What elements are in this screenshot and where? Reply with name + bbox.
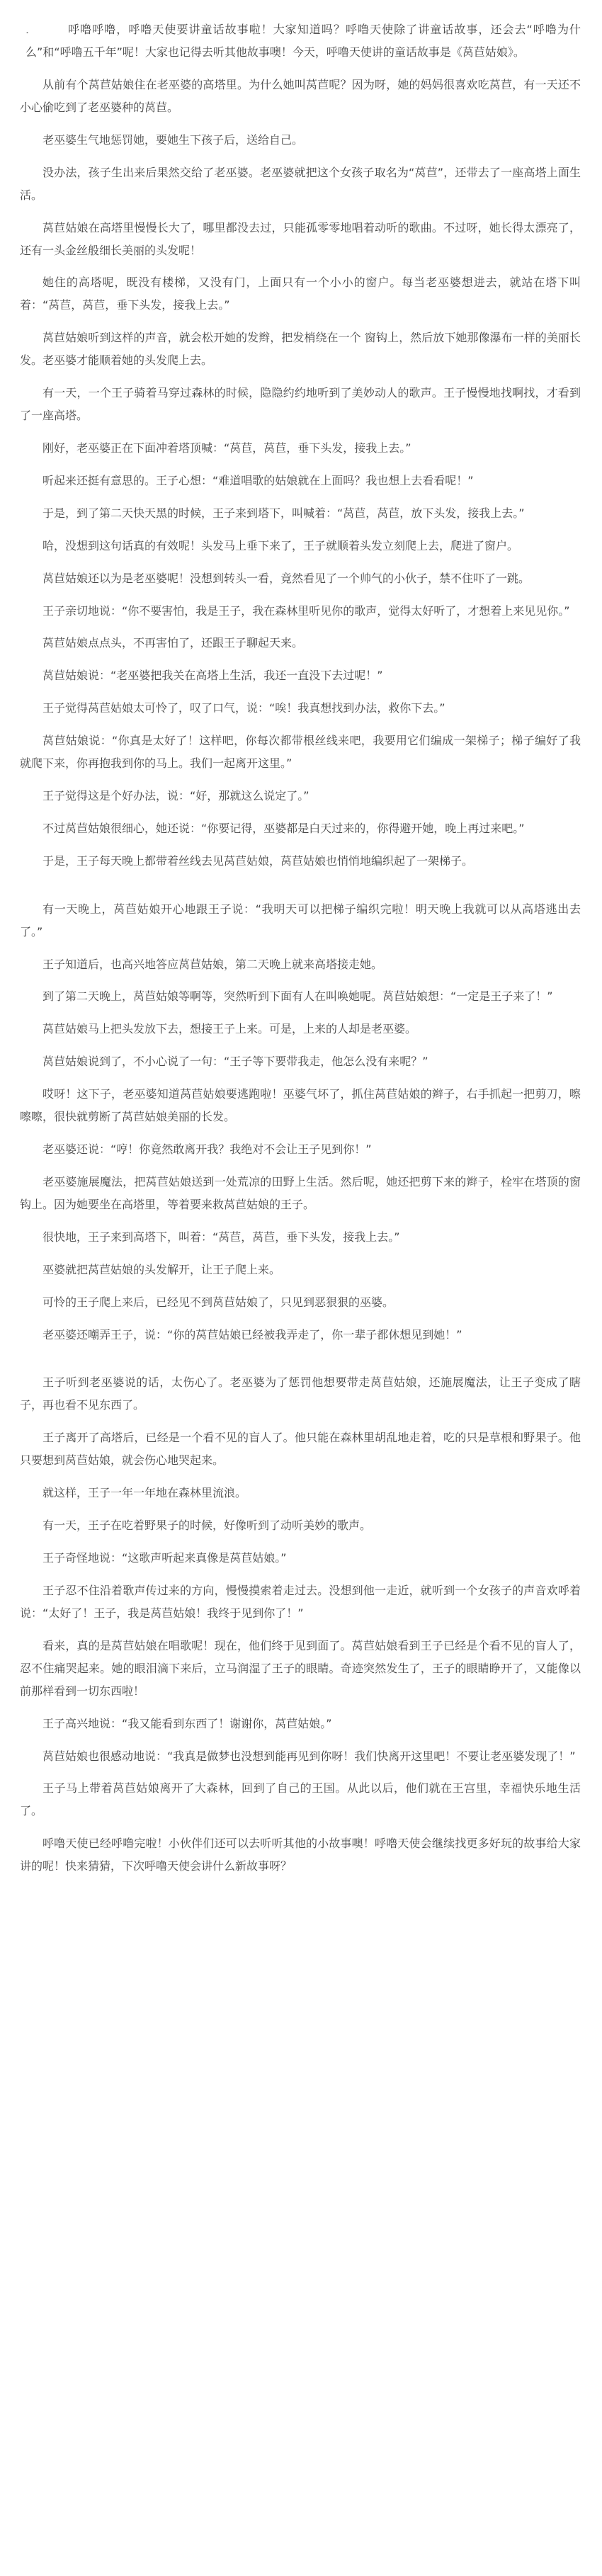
intro-text: 呼噜呼噜，呼噜天使要讲童话故事啦！大家知道吗？呼噜天使除了讲童话故事，还会去“呼噜为什么”和“呼噜五千年”呢！大家也记得去听其他故事噢！今天，呼噜天使讲的童话故事是《莴苣姑娘》。 bbox=[25, 23, 581, 59]
story-paragraph: 巫婆就把莴苣姑娘的头发解开，让王子爬上来。 bbox=[42, 1262, 281, 1276]
story-paragraph: 老巫婆生气地惩罚她，要她生下孩子后，送给自己。 bbox=[42, 132, 304, 147]
story-section-1 bbox=[20, 74, 581, 873]
story-paragraph: 有一天晚上，莴苣姑娘开心地跟王子说：“我明天可以把梯子编织完啦！明天晚上我就可以从高塔逃出去了。” bbox=[20, 902, 581, 938]
story-intro-paragraph bbox=[20, 18, 581, 64]
story-paragraph: 老巫婆还说：“哼！你竟然敢离开我？我绝对不会让王子见到你！” bbox=[42, 1142, 372, 1157]
story-paragraph: 她住的高塔呢，既没有楼梯，又没有门，上面只有一个小小的窗户。每当老巫婆想进去，就站在塔下叫着：“莴苣，莴苣，垂下头发，接我上去。” bbox=[20, 276, 581, 312]
story-paragraph: 王子觉得莴苣姑娘太可怜了，叹了口气，说：“唉！我真想找到办法，救你下去。” bbox=[42, 701, 445, 715]
story-paragraph: 王子觉得这是个好办法，说：“好，那就这么说定了。” bbox=[42, 789, 309, 803]
story-paragraph: 莴苣姑娘说：“你真是太好了！这样吧，你每次都带根丝线来吧，我要用它们编成一架梯子；梯子编好了我就爬下来，你再抱我到你的马上。我们一起离开这里。” bbox=[20, 734, 581, 771]
story-paragraph: 就这样，王子一年一年地在森林里流浪。 bbox=[42, 1486, 247, 1500]
story-paragraph: 老巫婆施展魔法，把莴苣姑娘送到一处荒凉的田野上生活。然后呢，她还把剪下来的辫子，栓牢在塔顶的窗钩上。因为她要坐在高塔里，等着要来救莴苣姑娘的王子。 bbox=[20, 1174, 581, 1211]
story-paragraph: 莴苣姑娘说到了，不小心说了一句：“王子等下要带我走，他怎么没有来呢？” bbox=[42, 1055, 428, 1069]
story-paragraph: 王子忍不住沿着歌声传过来的方向，慢慢摸索着走过去。没想到他一走近，就听到一个女孩子的声音欢呼着说：“太好了！王子，我是莴苣姑娘！我终于见到你了！” bbox=[20, 1583, 581, 1620]
intro-marker: . bbox=[25, 23, 30, 36]
story-paragraph: 到了第二天晚上，莴苣姑娘等啊等，突然听到下面有人在叫唤她呢。莴苣姑娘想：“一定是王子来了！” bbox=[42, 989, 553, 1004]
story-paragraph: 王子高兴地说：“我又能看到东西了！谢谢你，莴苣姑娘。” bbox=[42, 1716, 332, 1730]
story-paragraph: 刚好，老巫婆正在下面冲着塔顶喊：“莴苣，莴苣，垂下头发，接我上去。” bbox=[42, 441, 411, 455]
story-paragraph: 有一天，王子在吃着野果子的时候，好像听到了动听美妙的歌声。 bbox=[42, 1519, 372, 1533]
story-paragraph: 老巫婆还嘲弄王子，说：“你的莴苣姑娘已经被我弄走了，你一辈子都休想见到她！” bbox=[42, 1327, 462, 1341]
story-paragraph: 很快地，王子来到高塔下，叫着：“莴苣，莴苣，垂下头发，接我上去。” bbox=[42, 1230, 400, 1244]
story-paragraph: 王子奇怪地说：“这歌声听起来真像是莴苣姑娘。” bbox=[42, 1550, 287, 1565]
story-paragraph: 不过莴苣姑娘很细心，她还说：“你要记得，巫婆都是白天过来的，你得避开她，晚上再过来吧。” bbox=[42, 821, 525, 835]
story-paragraph: 莴苣姑娘说：“老巫婆把我关在高塔上生活，我还一直没下去过呢！” bbox=[42, 669, 383, 683]
story-paragraph: 从前有个莴苣姑娘住在老巫婆的高塔里。为什么她叫莴苣呢？因为呀，她的妈妈很喜欢吃莴苣，有一天还不小心偷吃到了老巫婆种的莴苣。 bbox=[20, 77, 581, 114]
story-paragraph: 呼噜天使已经呼噜完啦！小伙伴们还可以去听听其他的小故事噢！呼噜天使会继续找更多好玩的故事给大家讲的呢！快来猜猜，下次呼噜天使会讲什么新故事呀？ bbox=[20, 1837, 581, 1873]
story-section-2 bbox=[20, 898, 581, 1346]
section-gap bbox=[20, 883, 581, 898]
story-paragraph: 可怜的王子爬上来后，已经见不到莴苣姑娘了，只见到恶狠狠的巫婆。 bbox=[42, 1295, 394, 1309]
story-paragraph: 莴苣姑娘点点头，不再害怕了，还跟王子聊起天来。 bbox=[42, 636, 304, 650]
story-paragraph: 莴苣姑娘还以为是老巫婆呢！没想到转头一看，竟然看见了一个帅气的小伙子，禁不住吓了一跳。 bbox=[42, 571, 530, 585]
story-section-3 bbox=[20, 1371, 581, 1878]
story-paragraph: 莴苣姑娘听到这样的声音，就会松开她的发辫，把发梢绕在一个 窗钩上，然后放下她那像瀑布一样的美丽长发。老巫婆才能顺着她的头发爬上去。 bbox=[20, 331, 581, 368]
story-paragraph: 没办法，孩子生出来后果然交给了老巫婆。老巫婆就把这个女孩子取名为“莴苣”，还带去了一座高塔上面生活。 bbox=[20, 165, 581, 202]
story-paragraph: 王子马上带着莴苣姑娘离开了大森林，回到了自己的王国。从此以后，他们就在王宫里，幸福快乐地生活了。 bbox=[20, 1781, 581, 1818]
story-paragraph: 于是，王子每天晚上都带着丝线去见莴苣姑娘，莴苣姑娘也悄悄地编织起了一架梯子。 bbox=[42, 853, 474, 868]
story-paragraph: 哈，没想到这句话真的有效呢！头发马上垂下来了，王子就顺着头发立刻爬上去，爬进了窗户。 bbox=[42, 538, 519, 552]
story-paragraph: 看来，真的是莴苣姑娘在唱歌呢！现在，他们终于见到面了。莴苣姑娘看到王子已经是个看不见的盲人了，忍不住痛哭起来。她的眼泪滴下来后，立马润湿了王子的眼睛。奇迹突然发生了，王子的眼睛睁开了，又能像以前那样看到一切东西啦！ bbox=[20, 1638, 581, 1698]
story-paragraph: 王子知道后，也高兴地答应莴苣姑娘，第二天晚上就来高塔接走她。 bbox=[42, 957, 383, 971]
section-gap bbox=[20, 1356, 581, 1371]
story-paragraph: 听起来还挺有意思的。王子心想：“难道唱歌的姑娘就在上面吗？我也想上去看看呢！” bbox=[42, 474, 474, 488]
story-paragraph: 莴苣姑娘在高塔里慢慢长大了，哪里都没去过，只能孤零零地唱着动听的歌曲。不过呀，她长得太漂亮了，还有一头金丝般细长美丽的头发呢！ bbox=[20, 220, 581, 257]
story-paragraph: 莴苣姑娘马上把头发放下去，想接王子上来。可是，上来的人却是老巫婆。 bbox=[42, 1022, 417, 1036]
story-paragraph: 莴苣姑娘也很感动地说：“我真是做梦也没想到能再见到你呀！我们快离开这里吧！不要让老巫婆发现了！” bbox=[42, 1749, 576, 1763]
story-paragraph: 王子听到老巫婆说的话，太伤心了。老巫婆为了惩罚他想要带走莴苣姑娘，还施展魔法，让王子变成了瞎子，再也看不见东西了。 bbox=[20, 1375, 581, 1412]
story-paragraph: 哎呀！这下子，老巫婆知道莴苣姑娘要逃跑啦！巫婆气坏了，抓住莴苣姑娘的辫子，右手抓起一把剪刀，嚓嚓嚓，很快就剪断了莴苣姑娘美丽的长发。 bbox=[20, 1087, 581, 1124]
story-paragraph: 王子离开了高塔后，已经是一个看不见的盲人了。他只能在森林里胡乱地走着，吃的只是草根和野果子。他只要想到莴苣姑娘，就会伤心地哭起来。 bbox=[20, 1431, 581, 1468]
story-paragraph: 王子亲切地说：“你不要害怕，我是王子，我在森林里听见你的歌声，觉得太好听了，才想着上来见见你。” bbox=[42, 603, 570, 618]
story-paragraph: 有一天，一个王子骑着马穿过森林的时候，隐隐约约地听到了美妙动人的歌声。王子慢慢地找啊找，才看到了一座高塔。 bbox=[20, 386, 581, 423]
story-paragraph: 于是，到了第二天快天黑的时候，王子来到塔下，叫喊着：“莴苣，莴苣，放下头发，接我上去。” bbox=[42, 506, 525, 520]
